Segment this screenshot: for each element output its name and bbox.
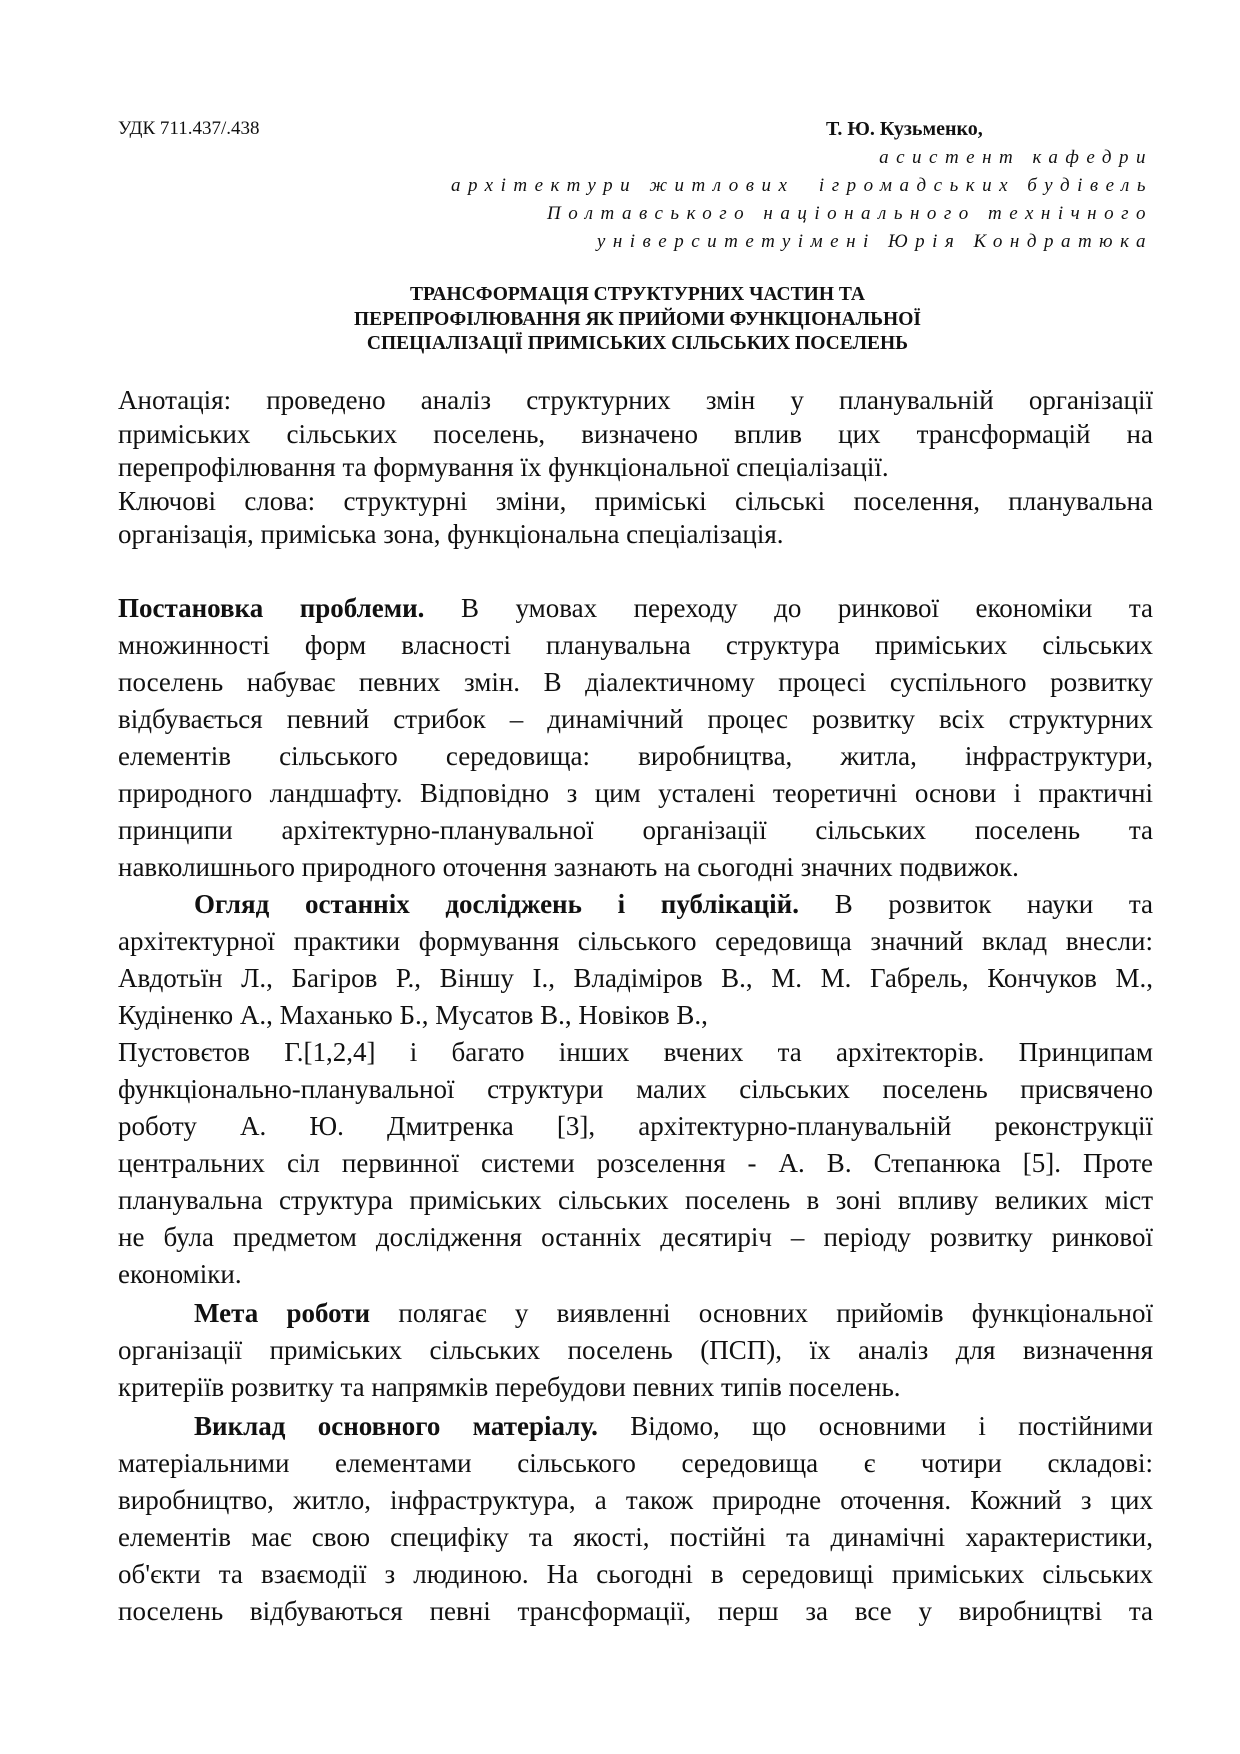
abstract (118, 384, 1153, 552)
text-line: Постановка проблеми. В умовах переходу до ринкової економіки та (118, 593, 1153, 623)
text-line: роботу А. Ю. Дмитренка [3], архітектурно-планувальній реконструкції (118, 1111, 1153, 1141)
body-paragraph (118, 886, 1153, 1034)
text-line: приміських сільських поселень, визначено вплив цих трансформацій на (118, 418, 1153, 449)
text-line: природного ландшафту. Відповідно з цим усталені теоретичні основи і практичні (118, 778, 1153, 808)
section-heading: Постановка проблеми. (118, 593, 425, 623)
text-line: об'єкти та взаємодії з людиною. На сьогодні в середовищі приміських сільських (118, 1559, 1153, 1589)
text-line: перепрофілювання та формування їх функціональної спеціалізації. (118, 452, 889, 482)
body-paragraph (118, 1034, 1153, 1293)
abstract-paragraph (118, 485, 1153, 552)
text-line: елементів сільського середовища: виробництва, житла, інфраструктури, (118, 741, 1153, 771)
author-university-name: університетуімені Юрія Кондратюка (596, 231, 1153, 252)
author-position: асистент кафедри (879, 147, 1153, 168)
text-line: Пустовєтов Г.[1,2,4] і багато інших вчених та архітекторів. Принципам (118, 1037, 1153, 1067)
text-line: Огляд останніх досліджень і публікацій. В розвиток науки та (194, 889, 1153, 919)
text-line: організації приміських сільських поселень (ПСП), їх аналіз для визначення (118, 1335, 1153, 1365)
section-heading: Огляд останніх досліджень і публікацій. (194, 889, 799, 919)
text-line: функціонально-планувальної структури малих сільських поселень присвячено (118, 1074, 1153, 1104)
text-line: множинності форм власності планувальна структура приміських сільських (118, 630, 1153, 660)
text-line: принципи архітектурно-планувальної організації сільських поселень та (118, 815, 1153, 845)
text-line: економіки. (118, 1259, 242, 1289)
text-line: елементів має свою специфіку та якості, постійні та динамічні характеристики, (118, 1522, 1153, 1552)
author-university: Полтавського національного технічного (547, 203, 1153, 224)
text-line: архітектурної практики формування сільського середовища значний вклад внесли: (118, 926, 1153, 956)
body-paragraph (118, 590, 1153, 886)
text-line: центральних сіл первинної системи розселення - А. В. Степанюка [5]. Проте (118, 1148, 1153, 1178)
title-line: СПЕЦІАЛІЗАЦІЇ ПРИМІСЬКИХ СІЛЬСЬКИХ ПОСЕЛЕНЬ (366, 333, 909, 354)
body-paragraph (118, 1295, 1153, 1406)
text-line: не була предметом дослідження останніх десятиріч – періоду розвитку ринкової (118, 1222, 1153, 1252)
section-heading: Мета роботи (194, 1298, 371, 1328)
section-heading: Виклад основного матеріалу. (194, 1411, 598, 1441)
text-line: Авдотьїн Л., Багіров Р., Віншу І., Владіміров В., М. М. Габрель, Кончуков М., (118, 963, 1153, 993)
text-line: Кудіненко А., Маханько Б., Мусатов В., Новіков В., (118, 1000, 708, 1030)
text-line: поселень набуває певних змін. В діалектичному процесі суспільного розвитку (118, 667, 1153, 697)
title-line: ТРАНСФОРМАЦІЯ СТРУКТУРНИХ ЧАСТИН ТА (410, 284, 865, 305)
title-line: ПЕРЕПРОФІЛЮВАННЯ ЯК ПРИЙОМИ ФУНКЦІОНАЛЬНОЇ (354, 308, 921, 330)
text-line: поселень відбуваються певні трансформації, перш за все у виробництві та (118, 1596, 1153, 1626)
text-line: виробництво, житло, інфраструктура, а також природне оточення. Кожний з цих (118, 1485, 1153, 1515)
text-line: організація, приміська зона, функціональна спеціалізація. (118, 519, 784, 549)
abstract-paragraph (118, 384, 1153, 485)
text-line: Мета роботи полягає у виявленні основних прийомів функціональної (194, 1298, 1154, 1328)
text-line: навколишнього природного оточення зазнають на сьогодні значних подвижок. (118, 852, 1019, 882)
text-line: планувальна структура приміських сільських поселень в зоні впливу великих міст (118, 1185, 1153, 1215)
text-line: відбувається певний стрибок – динамічний процес розвитку всіх структурних (118, 704, 1153, 734)
text-line: матеріальними елементами сільського середовища є чотири складові: (118, 1448, 1153, 1478)
udk-code: УДК 711.437/.438 (118, 118, 260, 139)
author-department: архітектури житлових ігромадських будівель (451, 175, 1153, 196)
text-line: критеріїв розвитку та напрямків перебудови певних типів поселень. (118, 1372, 901, 1402)
text-line: Ключові слова: структурні зміни, приміські сільські поселення, планувальна (118, 485, 1153, 516)
body-paragraph (118, 1408, 1153, 1630)
text-line: Анотація: проведено аналіз структурних змін у планувальній організації (118, 385, 1153, 415)
text-line: Виклад основного матеріалу. Відомо, що основними і постійними (194, 1411, 1153, 1441)
article-body (118, 590, 1153, 1630)
article-title (0, 283, 1240, 357)
author-name: Т. Ю. Кузьменко, (826, 118, 983, 140)
